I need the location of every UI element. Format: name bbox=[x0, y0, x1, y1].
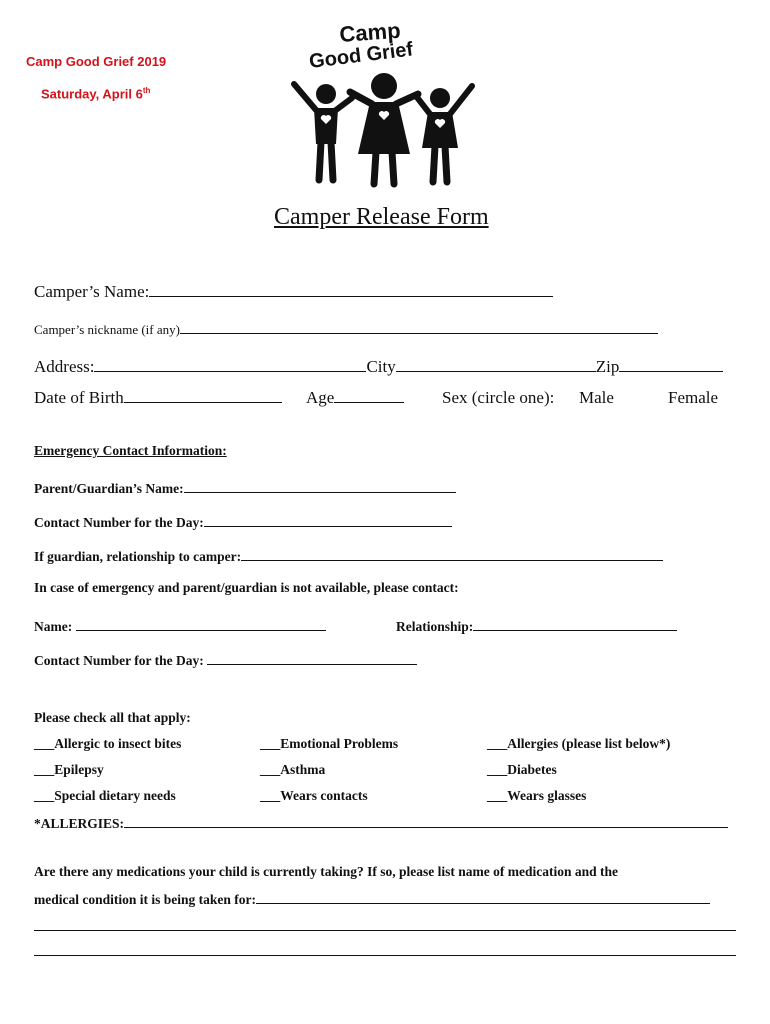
logo-line2: Good Grief bbox=[307, 38, 415, 73]
city-label: City bbox=[366, 357, 396, 376]
guardian-relationship-field[interactable] bbox=[241, 546, 663, 561]
check-label: Wears contacts bbox=[280, 788, 368, 803]
dob-row bbox=[34, 388, 282, 408]
address-row bbox=[34, 357, 723, 377]
alt-name-label: Name: bbox=[34, 619, 73, 634]
guardian-name-label: Parent/Guardian’s Name: bbox=[34, 481, 184, 496]
emergency-heading: Emergency Contact Information: bbox=[34, 443, 227, 458]
check-emotional-problems[interactable] bbox=[260, 736, 398, 752]
medications-question-line1: Are there any medications your child is currently taking? If so, please list name of medication and the bbox=[34, 864, 618, 879]
dob-field[interactable] bbox=[124, 388, 282, 403]
alt-relationship-row bbox=[396, 616, 677, 635]
medications-field[interactable] bbox=[256, 889, 710, 904]
check-label: Wears glasses bbox=[507, 788, 587, 803]
age-row bbox=[306, 388, 404, 408]
alt-contact-number-field[interactable] bbox=[207, 650, 417, 665]
sex-option-female[interactable]: Female bbox=[668, 388, 719, 407]
guardian-name-field[interactable] bbox=[184, 478, 456, 493]
check-wears-contacts[interactable] bbox=[260, 788, 368, 804]
alt-name-row bbox=[34, 616, 326, 635]
medications-question-row bbox=[34, 889, 710, 908]
medications-line-3[interactable] bbox=[34, 955, 736, 956]
dob-label: Date of Birth bbox=[34, 388, 124, 407]
sex-option-male[interactable]: Male bbox=[579, 388, 614, 407]
contact-number-field[interactable] bbox=[204, 512, 452, 527]
city-field[interactable] bbox=[396, 357, 596, 372]
checklist-heading: Please check all that apply: bbox=[34, 710, 191, 725]
check-blank[interactable]: ___ bbox=[260, 762, 281, 777]
check-special-diet[interactable] bbox=[34, 788, 176, 804]
campers-name-label: Camper’s Name: bbox=[34, 282, 150, 301]
guardian-relationship-label: If guardian, relationship to camper: bbox=[34, 549, 242, 564]
address-field[interactable] bbox=[94, 357, 366, 372]
campers-name-field[interactable] bbox=[149, 282, 553, 297]
check-blank[interactable]: ___ bbox=[34, 762, 55, 777]
camp-logo bbox=[280, 12, 490, 190]
alt-name-field[interactable] bbox=[76, 616, 326, 631]
event-date-suffix: th bbox=[142, 86, 151, 95]
logo-line1: Camp bbox=[338, 17, 402, 47]
allergies-row bbox=[34, 813, 728, 832]
check-epilepsy[interactable] bbox=[34, 762, 104, 778]
nickname-field[interactable] bbox=[180, 322, 658, 334]
zip-field[interactable] bbox=[619, 357, 723, 372]
campers-name-row bbox=[34, 282, 553, 302]
medications-line-2[interactable] bbox=[34, 930, 736, 931]
check-blank[interactable]: ___ bbox=[34, 736, 55, 751]
check-label: Asthma bbox=[280, 762, 326, 777]
guardian-name-row bbox=[34, 478, 456, 497]
form-title: Camper Release Form bbox=[274, 204, 489, 230]
medications-question-line2: medical condition it is being taken for: bbox=[34, 892, 256, 907]
address-label: Address: bbox=[34, 357, 95, 376]
alt-contact-number-row bbox=[34, 650, 417, 669]
check-blank[interactable]: ___ bbox=[260, 736, 281, 751]
check-label: Emotional Problems bbox=[280, 736, 399, 751]
check-diabetes[interactable] bbox=[487, 762, 557, 778]
alt-relationship-label: Relationship: bbox=[396, 619, 474, 634]
alt-contact-number-label: Contact Number for the Day: bbox=[34, 653, 204, 668]
event-date-text: Saturday, April 6 bbox=[41, 86, 143, 102]
contact-number-label: Contact Number for the Day: bbox=[34, 515, 204, 530]
check-label: Epilepsy bbox=[54, 762, 104, 777]
check-blank[interactable]: ___ bbox=[487, 736, 508, 751]
check-blank[interactable]: ___ bbox=[34, 788, 55, 803]
contact-number-row bbox=[34, 512, 452, 531]
age-label: Age bbox=[306, 388, 335, 407]
allergies-label: *ALLERGIES: bbox=[34, 816, 125, 831]
allergies-field[interactable] bbox=[124, 813, 728, 828]
check-blank[interactable]: ___ bbox=[487, 788, 508, 803]
sex-label: Sex (circle one): bbox=[442, 388, 555, 407]
check-label: Special dietary needs bbox=[54, 788, 176, 803]
zip-label: Zip bbox=[595, 357, 620, 376]
event-name: Camp Good Grief 2019 bbox=[26, 54, 167, 69]
family-silhouette-icon bbox=[294, 73, 472, 184]
nickname-row bbox=[34, 322, 658, 338]
check-allergic-insect[interactable] bbox=[34, 736, 181, 752]
age-field[interactable] bbox=[334, 388, 404, 403]
check-wears-glasses[interactable] bbox=[487, 788, 586, 804]
check-label: Allergic to insect bites bbox=[54, 736, 182, 751]
check-blank[interactable]: ___ bbox=[260, 788, 281, 803]
check-blank[interactable]: ___ bbox=[487, 762, 508, 777]
check-allergies[interactable] bbox=[487, 736, 670, 752]
alt-contact-prompt: In case of emergency and parent/guardian is not available, please contact: bbox=[34, 580, 459, 595]
guardian-relationship-row bbox=[34, 546, 663, 565]
event-date bbox=[41, 86, 150, 101]
check-label: Diabetes bbox=[507, 762, 557, 777]
alt-relationship-field[interactable] bbox=[473, 616, 677, 631]
nickname-label: Camper’s nickname (if any) bbox=[34, 322, 180, 337]
check-asthma[interactable] bbox=[260, 762, 325, 778]
check-label: Allergies (please list below*) bbox=[507, 736, 671, 751]
